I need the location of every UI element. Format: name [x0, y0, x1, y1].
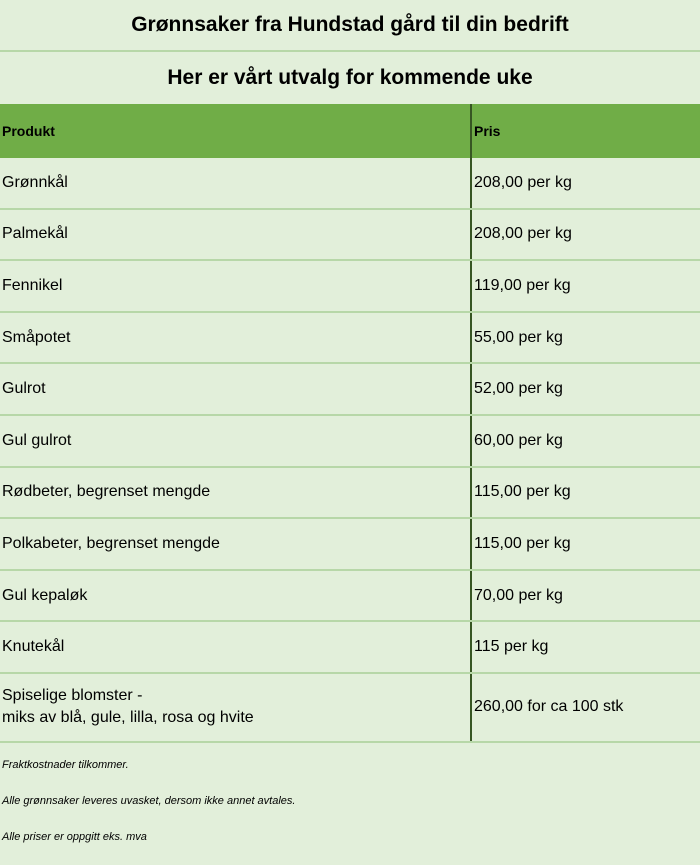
note-vat: Alle priser er oppgitt eks. mva	[2, 830, 147, 843]
table-row	[0, 674, 700, 743]
header-product: Produkt	[2, 123, 55, 139]
price-cell: 70,00 per kg	[470, 571, 700, 621]
price-cell: 60,00 per kg	[470, 416, 700, 466]
product-cell: Palmekål	[2, 225, 68, 243]
product-cell: Fennikel	[2, 276, 63, 294]
product-cell: Gul gulrot	[2, 431, 72, 449]
table-row	[0, 468, 700, 520]
product-cell: Grønnkål	[2, 173, 68, 191]
sheet-title: Grønnsaker fra Hundstad gård til din bedrift	[0, 0, 700, 52]
price-cell: 208,00 per kg	[470, 210, 700, 260]
table-row	[0, 622, 700, 674]
price-cell: 115 per kg	[470, 622, 700, 672]
table-header	[0, 104, 700, 158]
note-shipping: Fraktkostnader tilkommer.	[2, 758, 129, 771]
table-row	[0, 571, 700, 623]
product-cell	[0, 674, 470, 741]
product-cell: Gul kepaløk	[2, 586, 88, 604]
price-cell: 52,00 per kg	[470, 364, 700, 414]
table-row	[0, 210, 700, 262]
price-cell: 55,00 per kg	[470, 313, 700, 363]
footnotes	[0, 743, 700, 865]
table-row	[0, 416, 700, 468]
product-cell: Polkabeter, begrenset mengde	[2, 534, 220, 552]
price-cell: 260,00 for ca 100 stk	[470, 674, 700, 741]
table-row	[0, 313, 700, 365]
product-cell: Rødbeter, begrenset mengde	[2, 483, 211, 501]
table-row	[0, 261, 700, 313]
product-cell: Gulrot	[2, 380, 46, 398]
sheet-subtitle: Her er vårt utvalg for kommende uke	[167, 66, 533, 89]
table-row	[0, 364, 700, 416]
product-line-1: Spiselige blomster -	[2, 687, 143, 705]
header-price: Pris	[470, 104, 700, 158]
table-row	[0, 519, 700, 571]
price-cell: 119,00 per kg	[470, 261, 700, 311]
price-cell: 115,00 per kg	[470, 468, 700, 518]
product-cell: Småpotet	[2, 328, 71, 346]
product-line-2: miks av blå, gule, lilla, rosa og hvite	[2, 709, 254, 727]
price-cell: 208,00 per kg	[470, 158, 700, 208]
table-row	[0, 158, 700, 210]
note-unwashed: Alle grønnsaker leveres uvasket, dersom ikke annet avtales.	[2, 794, 296, 807]
price-cell: 115,00 per kg	[470, 519, 700, 569]
product-cell: Knutekål	[2, 638, 65, 656]
